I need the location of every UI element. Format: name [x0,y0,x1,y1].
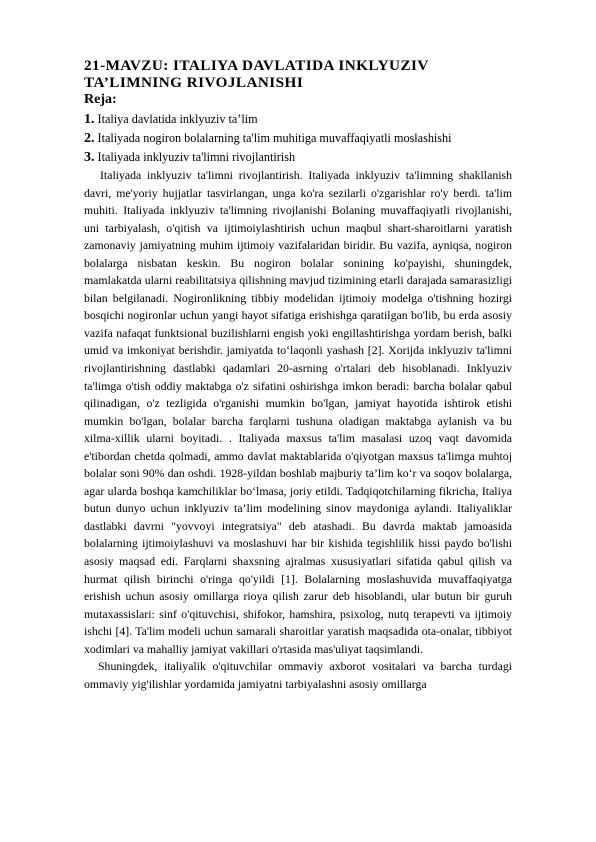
plan-item [84,148,512,167]
plan-item-number: 2. [84,131,95,146]
plan-item-text: Italiya davlatida inklyuziv ta’lim [97,112,258,126]
body-paragraph: Italiyada inklyuziv ta'limni rivojlantirish. Italiyada inklyuziv ta'limning shakllanish davri, me'yoriy hujjatlar tasvirlangan, unga ko'ra sezilarli o'zgarishlar ro'y berdi. ta'lim muhiti. Italiyada inklyuziv ta'limning rivojlanishi Bolaning muvaffaqiyatli rivojlanishi, uni tarbiyalash, o'qitish va ijtimoiylashtirish uchun maqbul shart-sharoitlarni yaratish zamonaviy jamiyatning muhim ijtimoiy vazifalaridan biridir. Bu vazifa, ayniqsa, nogiron bolalarga nisbatan keskin. Bu nogiron bolalar sonining ko'payishi, shuningdek, mamlakatda ularni reabilitatsiya qilishning mavjud tizimining etarli darajada samarasizligi bilan belgilanadi. Nogironlikning tibbiy modelidan ijtimoiy modelga o'tishning hozirgi bosqichi nogironlar uchun yangi hayot sifatiga erishishga qaratilgan bo'lib, bu erda asosiy vazifa nafaqat funktsional buzilishlarni engish yoki engillashtirishga yordam berish, balki umid va imkoniyat berishdir. jamiyatda to‘laqonli yashash [2]. Xorijda inklyuziv ta'limni rivojlantirishning dastlabki qadamlari 20-asrning o'rtalari deb hisoblanadi. Inklyuziv ta'limga o'tish oddiy maktabga o'z sifatini oshirishga imkon beradi: barcha bolalar qabul qilinadigan, o'z tezligida o'rganishi mumkin bo'lgan, jamiyat hayotida ishtirok etishi mumkin bo'lgan, bolalar barcha farqlarni tushuna oladigan maktabga aylanish va bu xilma-xillik ularni boyitadi. . Italiyada maxsus ta'lim masalasi uzoq vaqt davomida e'tibordan chetda qolmadi, ammo davlat maktablarida o'qiyotgan maxsus ta'limga muhtoj bolalar soni 90% dan oshdi. 1928-yildan boshlab majburiy ta’lim ko‘r va soqov bolalarga, agar ularda boshqa kamchiliklar bo‘lmasa, joriy etildi. Tadqiqotchilarning fikricha, Italiya butun dunyo uchun inklyuziv ta’lim modelining sinov maydoniga aylandi. Italiyaliklar dastlabki davrni "yovvoyi integratsiya" deb atashadi. Bu davrda maktab jamoasida bolalarning ijtimoiylashuvi va moslashuvi har bir kishida tegishlilik hissi paydo bo'lishi asosiy maqsad edi. Farqlarni shaxsning ajralmas xususiyatlari sifatida qabul qilish va hurmat qilish birinchi o'ringa qo'yildi [1]. Bolalarning moslashuvida muvaffaqiyatga erishish uchun asosiy omillarga rioya qilish zarur deb hisoblandi, ular butun bir guruh mutaxassislari: sinf o'qituvchisi, shifokor, hamshira, psixolog, nutq terapevti va ijtimoiy ishchi [4]. Ta'lim modeli uchun samarali sharoitlar yaratish maqsadida ota-onalar, tibbiyot xodimlari va mahalliy jamiyat vakillari o'rtasida mas'uliyat taqsimlandi. [84,168,512,656]
plan-item-text: Italiyada inklyuziv ta'limni rivojlantirish [97,150,296,164]
document-title: 21-MAVZU: ITALIYA DAVLATIDA INKLYUZIV TA’LIMNING RIVOJLANISHI [84,57,429,91]
body-paragraph: Shuningdek, italiyalik o'qituvchilar ommaviy axborot vositalari va barcha turdagi ommaviy yig'ilishlar yordamida jamiyatni tarbiyalashni asosiy omillarga [84,659,512,691]
plan-item [84,110,512,129]
plan-list [84,110,512,167]
plan-item-number: 1. [84,112,95,127]
plan-item [84,129,512,148]
plan-item-text: Italiyada nogiron bolalarning ta'lim muhitiga muvaffaqiyatli moslashishi [97,131,452,145]
plan-item-number: 3. [84,150,95,165]
document-page [84,57,512,693]
plan-heading: Reja: [84,92,117,107]
